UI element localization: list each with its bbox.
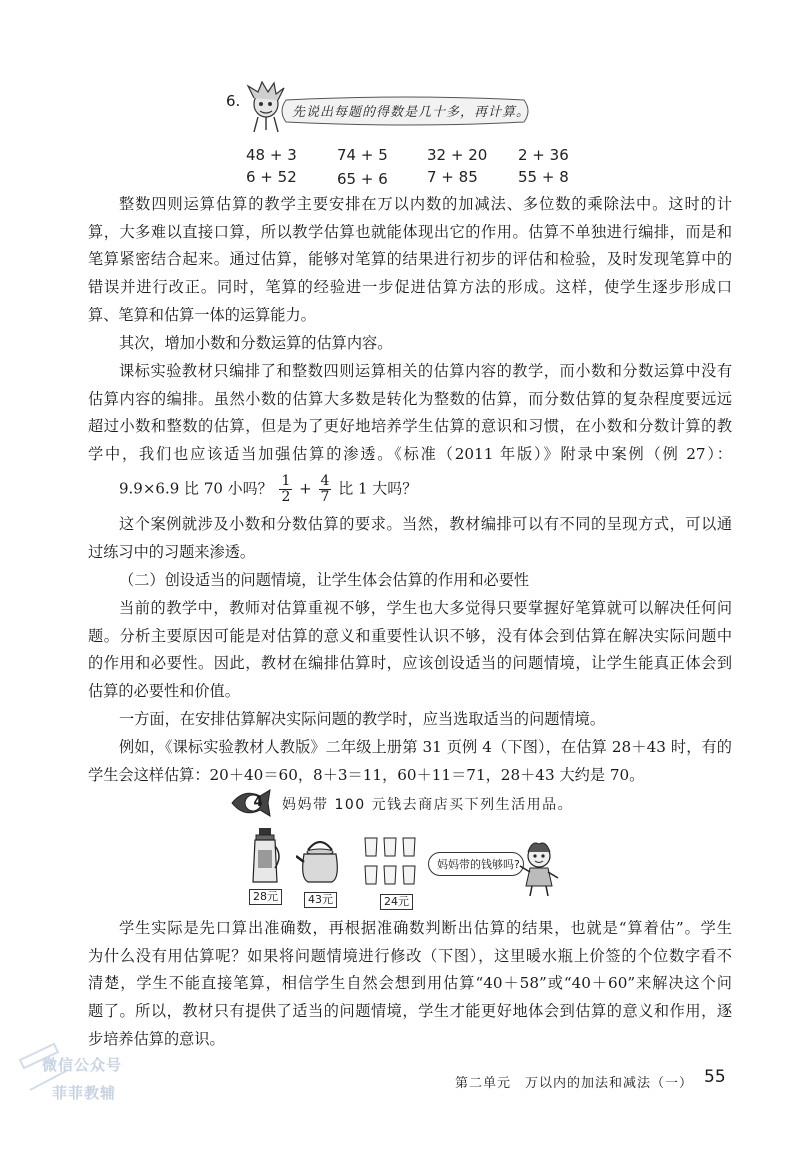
watermark-pencil-icon	[14, 1040, 154, 1116]
text-line: 笔算紧密结合起来。通过估算，能够对笔算的结果进行初步的评估和检验，及时发现笔算中的	[88, 250, 732, 269]
text-line: 题。分析主要原因可能是对估算的意义和重要性认识不够，没有体会到估算在解决实际问题中	[88, 626, 732, 645]
paragraph-4	[88, 511, 732, 566]
paragraph-7	[88, 734, 732, 789]
fish-badge-icon	[226, 788, 272, 818]
text-line: 整数四则运算估算的教学主要安排在万以内数的加减法、多位数的乘除法中。这时的计	[119, 195, 732, 213]
footer-section-title: 第二单元 万以内的加法和减法（一）	[455, 1076, 694, 1091]
calc-3: 32 + 20	[427, 146, 488, 164]
text-line: 算，大多难以直接口算，所以教学估算也就能体现出它的作用。估算不单独进行编排，而是和	[88, 222, 732, 241]
calc-8: 55 + 8	[518, 168, 569, 186]
text-line: 为什么没有用估算呢？如果将问题情境进行修改（下图），这里暖水瓶上价签的个位数字看不	[88, 946, 732, 965]
calc-2: 74 + 5	[337, 146, 388, 164]
text-line: 题了。所以，教材只有提供了适当的问题情境，学生才能更好地体会到估算的意义和作用，逐	[88, 1002, 732, 1021]
heading-text: （二）创设适当的问题情境，让学生体会估算的作用和必要性	[119, 571, 530, 589]
exercise-number: 6.	[226, 92, 241, 110]
child-character-icon	[518, 840, 560, 898]
fraction-4-7	[319, 474, 332, 505]
paragraph-2	[88, 330, 732, 358]
watermark-line-1: 微信公众号	[42, 1056, 123, 1074]
text-line: 的作用和必要性。因此，教材在编排估算时，应该创设适当的问题情境，让学生能真正体会到	[88, 654, 732, 673]
page-number: 55	[704, 1067, 726, 1087]
speech-bubble	[428, 852, 524, 876]
text-line: 例如，《课标实验教材人教版》二年级上册第 31 页例 4（下图），在估算 28＋43 时，有的	[119, 738, 732, 756]
text-line: 当前的教学中，教师对估算重视不够，学生也大多觉得只要掌握好笔算就可以解决任何问	[119, 599, 732, 617]
cups-icon	[363, 836, 419, 892]
text-line: 超过小数和整数的估算，但是为了更好地培养学生估算的意识和习惯，在小数和分数计算的教	[88, 417, 732, 436]
calc-5: 6 + 52	[246, 168, 297, 186]
plus-sign: +	[299, 479, 312, 498]
calc-6: 65 + 6	[337, 170, 388, 188]
text-line: 步培养估算的意识。	[88, 1029, 225, 1048]
calc-4: 2 + 36	[518, 146, 569, 164]
calc-1: 48 + 3	[246, 146, 297, 164]
kettle-icon	[296, 836, 344, 886]
formula-part-2: 比 1 大吗？	[338, 479, 418, 498]
thermos-icon	[246, 826, 284, 886]
paragraph-6	[88, 706, 732, 734]
formula-line	[119, 474, 417, 505]
watermark-line-2: 菲菲教辅	[52, 1084, 117, 1102]
text-line: 错误并进行改正。同时，笔算的经验进一步促进估算方法的形成。这样，使学生逐步形成口	[88, 278, 732, 297]
price-tag-thermos: 28元	[249, 889, 282, 905]
text-line: 学生实际是先口算出准确数，再根据准确数判断出估算的结果，也就是“算着估”。学生	[119, 919, 732, 937]
fraction-1-2	[279, 474, 292, 505]
fraction-numerator: 1	[281, 473, 291, 489]
prompt-text: 先说出每题的得数是几十多，再计算。	[292, 105, 531, 120]
watermark	[14, 1040, 154, 1116]
text-line: 算、笔算和估算一体的运算能力。	[88, 305, 316, 324]
text-line: 其次，增加小数和分数运算的估算内容。	[119, 334, 393, 352]
paragraph-5	[88, 595, 732, 706]
text-line: 这个案例就涉及小数和分数估算的要求。当然，教材编排可以有不同的呈现方式，可以通	[119, 515, 732, 533]
calc-7: 7 + 85	[427, 168, 478, 186]
prompt-bubble	[278, 96, 532, 126]
text-line: 学中，我们也应该适当加强估算的渗透。《标准（2011 年版）》附录中案例（例 27）：	[88, 445, 732, 464]
price-tag-kettle: 43元	[304, 892, 337, 908]
paragraph-1	[88, 191, 732, 330]
fraction-denominator: 2	[281, 489, 291, 505]
paragraph-8	[88, 915, 732, 1054]
section-heading	[88, 567, 732, 595]
example-title: 妈妈带 100 元钱去商店买下列生活用品。	[282, 797, 574, 813]
text-line: 清楚，学生不能直接笔算，相信学生自然会想到用估算“40＋58”或“40＋60”来解决这个问	[88, 974, 732, 993]
formula-part-1: 9.9×6.9 比 70 小吗？	[119, 479, 273, 498]
text-line: 估算的必要性和价值。	[88, 682, 240, 701]
text-line: 过练习中的习题来渗透。	[88, 542, 256, 561]
price-tag-cups: 24元	[380, 894, 413, 910]
text-line: 估算内容的编排。虽然小数的估算大多数是转化为整数的估算，而分数估算的复杂程度要远远	[88, 389, 732, 408]
speech-text: 妈妈带的钱够吗?	[437, 858, 520, 871]
fraction-denominator: 7	[320, 489, 330, 505]
text-line: 学生会这样估算：20＋40＝60，8＋3＝11，60＋11＝71，28＋43 大约是 70。	[88, 765, 645, 784]
text-line: 一方面，在安排估算解决实际问题的教学时，应当选取适当的问题情境。	[119, 710, 605, 728]
paragraph-3	[88, 358, 732, 469]
fraction-numerator: 4	[320, 473, 330, 489]
example-number: 4	[253, 795, 263, 810]
text-line: 课标实验教材只编排了和整数四则运算相关的估算内容的教学，而小数和分数运算中没有	[119, 362, 732, 380]
